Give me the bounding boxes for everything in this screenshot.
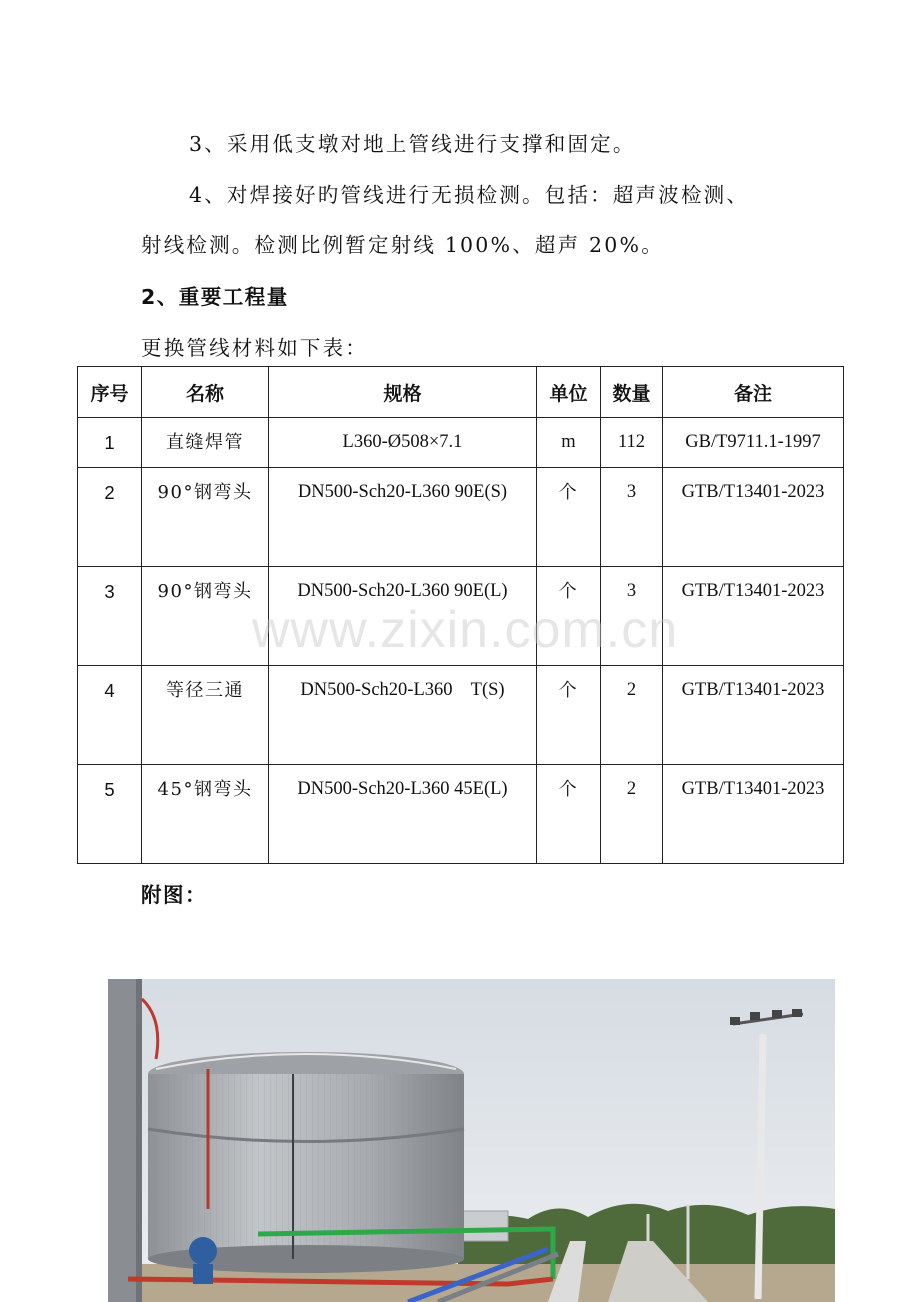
cell-no: 1: [78, 418, 142, 468]
cell-qty: 3: [601, 468, 663, 567]
cell-name: 45°钢弯头: [142, 765, 269, 864]
light-pole: [758, 1034, 763, 1299]
section-heading: 2、重要工程量: [141, 285, 289, 309]
header-note: 备注: [663, 367, 844, 418]
paragraph-support: 3、采用低支墩对地上管线进行支撑和固定。: [189, 132, 636, 156]
paragraph-ndt-line2: 射线检测。检测比例暂定射线 100%、超声 20%。: [141, 233, 664, 257]
cell-no: 2: [78, 468, 142, 567]
table-intro: 更换管线材料如下表：: [141, 336, 368, 360]
materials-table: [77, 366, 844, 864]
cell-spec: DN500-Sch20-L360 T(S): [269, 666, 537, 765]
cell-qty: 112: [601, 418, 663, 468]
site-photo: [108, 979, 835, 1302]
cell-unit: 个: [537, 666, 601, 765]
table-row: [78, 765, 844, 864]
cell-spec: DN500-Sch20-L360 90E(S): [269, 468, 537, 567]
cell-spec: DN500-Sch20-L360 45E(L): [269, 765, 537, 864]
header-name: 名称: [142, 367, 269, 418]
cell-spec: DN500-Sch20-L360 90E(L): [269, 567, 537, 666]
cell-name: 直缝焊管: [142, 418, 269, 468]
attachment-label: 附图：: [141, 883, 207, 907]
left-structure: [108, 979, 136, 1302]
cell-qty: 2: [601, 666, 663, 765]
cell-unit: 个: [537, 468, 601, 567]
cell-note: GTB/T13401-2023: [663, 567, 844, 666]
cell-unit: m: [537, 418, 601, 468]
cell-name: 等径三通: [142, 666, 269, 765]
valve: [189, 1237, 217, 1265]
header-spec: 规格: [269, 367, 537, 418]
watermark: www.zixin.com.cn: [251, 601, 679, 659]
header-unit: 单位: [537, 367, 601, 418]
cell-unit: 个: [537, 567, 601, 666]
paragraph-ndt-line1: 4、对焊接好旳管线进行无损检测。包括：超声波检测、: [189, 183, 750, 207]
cell-note: GTB/T13401-2023: [663, 666, 844, 765]
cell-name: 90°钢弯头: [142, 468, 269, 567]
cell-unit: 个: [537, 765, 601, 864]
cell-no: 3: [78, 567, 142, 666]
table-row: [78, 666, 844, 765]
cell-qty: 3: [601, 567, 663, 666]
table-header-row: [78, 367, 844, 418]
cell-note: GTB/T13401-2023: [663, 765, 844, 864]
header-no: 序号: [78, 367, 142, 418]
cell-name: 90°钢弯头: [142, 567, 269, 666]
cell-note: GTB/T13401-2023: [663, 468, 844, 567]
cell-qty: 2: [601, 765, 663, 864]
header-qty: 数量: [601, 367, 663, 418]
table-row: [78, 567, 844, 666]
cell-no: 5: [78, 765, 142, 864]
cell-no: 4: [78, 666, 142, 765]
cell-note: GB/T9711.1-1997: [663, 418, 844, 468]
table-row: [78, 468, 844, 567]
table-row: [78, 418, 844, 468]
cell-spec: L360-Ø508×7.1: [269, 418, 537, 468]
